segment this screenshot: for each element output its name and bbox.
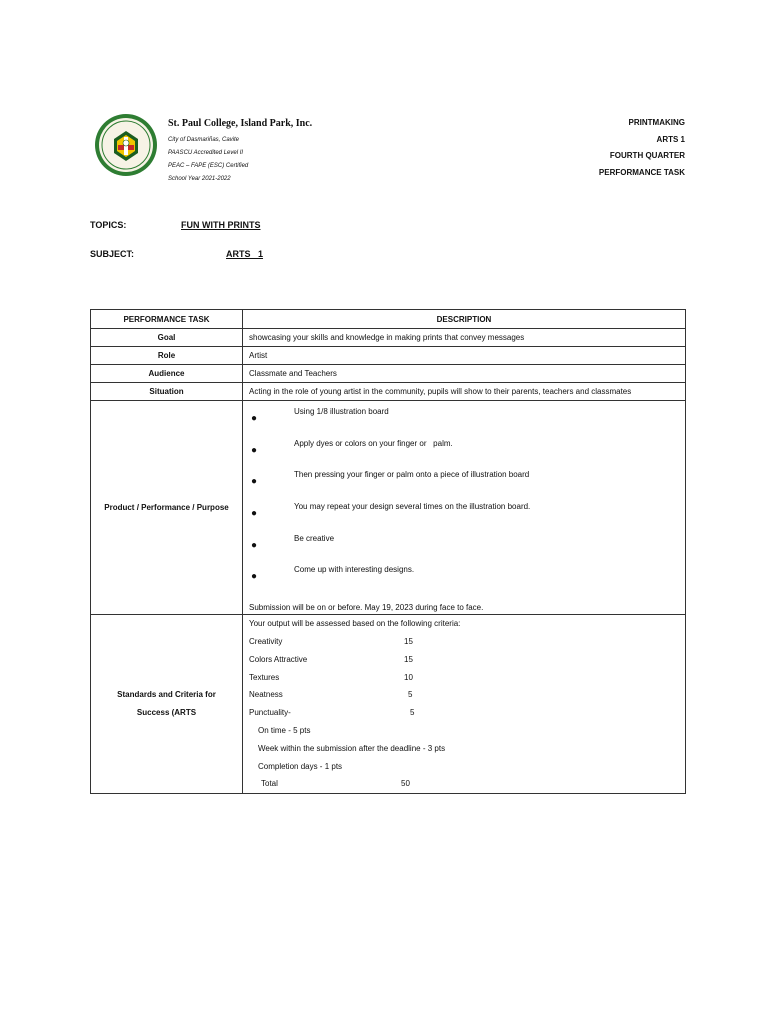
topics-label: TOPICS: — [90, 220, 127, 230]
criteria-row — [249, 704, 679, 722]
criteria-total-row — [249, 775, 679, 793]
criteria-name: Punctuality- — [249, 708, 291, 718]
total-points: 50 — [401, 779, 410, 789]
punctuality-note: Week within the submission after the deadline - 3 pts — [258, 743, 446, 753]
bullet-text: Be creative — [294, 533, 335, 543]
criteria-row — [249, 669, 679, 687]
criteria-intro: Your output will be assessed based on the following criteria: — [249, 619, 461, 629]
punctuality-note: Completion days - 1 pts — [258, 761, 343, 771]
table-row-standards — [91, 615, 686, 794]
bullet-text: Come up with interesting designs. — [294, 565, 415, 575]
bullet-icon: ● — [251, 508, 258, 520]
table-row-goal — [91, 329, 686, 347]
school-name: St. Paul College, Island Park, Inc. — [168, 118, 313, 129]
heading-performance-task: PERFORMANCE TASK — [598, 167, 685, 177]
row-value: Classmate and Teachers — [243, 365, 686, 383]
list-item — [249, 439, 679, 471]
header-description: DESCRIPTION — [243, 310, 686, 329]
bullet-icon: ● — [251, 539, 258, 551]
criteria-row — [249, 686, 679, 704]
list-item — [249, 407, 679, 439]
table-row-situation — [91, 383, 686, 401]
row-label — [91, 615, 243, 794]
criteria-points: 5 — [408, 690, 413, 700]
criteria-name: Textures — [249, 672, 280, 682]
bullet-text: You may repeat your design several times on the illustration board. — [294, 502, 531, 512]
table-row-audience — [91, 365, 686, 383]
bullet-text: Apply dyes or colors on your finger or palm. — [294, 438, 453, 448]
bullet-icon: ● — [251, 476, 258, 488]
bullet-text: Using 1/8 illustration board — [294, 407, 389, 416]
school-accreditation: PAASCU Accredited Level II — [168, 150, 244, 156]
criteria-points: 15 — [404, 636, 413, 646]
school-location: City of Dasmariñas, Cavite — [168, 137, 240, 143]
criteria-points: 15 — [404, 654, 413, 664]
table-row-product — [91, 401, 686, 615]
row-label: Product / Performance / Purpose — [91, 401, 243, 615]
row-value: Acting in the role of young artist in the community, pupils will show to their parents, teachers and classmates — [243, 383, 686, 401]
bullet-icon: ● — [251, 571, 258, 583]
header-performance-task: PERFORMANCE TASK — [91, 310, 243, 329]
row-label: Role — [91, 347, 243, 365]
table-header-row — [91, 310, 686, 329]
criteria-points: 5 — [410, 708, 415, 718]
table-row-role — [91, 347, 686, 365]
list-item — [249, 565, 679, 597]
heading-quarter: FOURTH QUARTER — [609, 151, 685, 160]
subject-value: ARTS 1 — [226, 249, 264, 259]
list-item — [249, 470, 679, 502]
school-year: School Year 2021-2022 — [168, 176, 231, 182]
heading-printmaking: PRINTMAKING — [628, 118, 685, 127]
topics-value: FUN WITH PRINTS — [181, 220, 261, 230]
row-value: showcasing your skills and knowledge in making prints that convey messages — [243, 329, 686, 347]
row-label: Audience — [91, 365, 243, 383]
row-label: Situation — [91, 383, 243, 401]
criteria-row — [249, 633, 679, 651]
school-certification: PEAC – FAPE (ESC) Certified — [168, 163, 249, 169]
row-value: Artist — [243, 347, 686, 365]
subject-label: SUBJECT: — [90, 249, 135, 259]
list-item — [249, 502, 679, 534]
standards-label-line2: Success (ARTS — [136, 708, 197, 718]
heading-arts: ARTS 1 — [656, 134, 685, 144]
performance-task-table — [90, 309, 686, 794]
row-label: Goal — [91, 329, 243, 347]
school-info — [168, 118, 312, 186]
list-item — [249, 534, 679, 566]
criteria-name: Creativity — [249, 636, 283, 646]
criteria-name: Colors Attractive — [249, 654, 308, 664]
criteria-row — [249, 651, 679, 669]
school-logo — [94, 113, 158, 177]
total-label: Total — [261, 779, 278, 789]
criteria-name: Neatness — [249, 690, 283, 700]
bullet-icon: ● — [251, 413, 258, 424]
criteria-points: 10 — [404, 672, 413, 682]
punctuality-note: On time - 5 pts — [258, 725, 311, 735]
standards-label-line1: Standards and Criteria for — [117, 690, 216, 700]
bullet-icon: ● — [251, 444, 258, 456]
product-description — [243, 401, 686, 615]
submission-note: Submission will be on or before. May 19, 2023 during face to face. — [249, 603, 484, 613]
bullet-text: Then pressing your finger or palm onto a piece of illustration board — [294, 470, 530, 480]
standards-description — [243, 615, 686, 794]
document-heading — [599, 117, 685, 183]
